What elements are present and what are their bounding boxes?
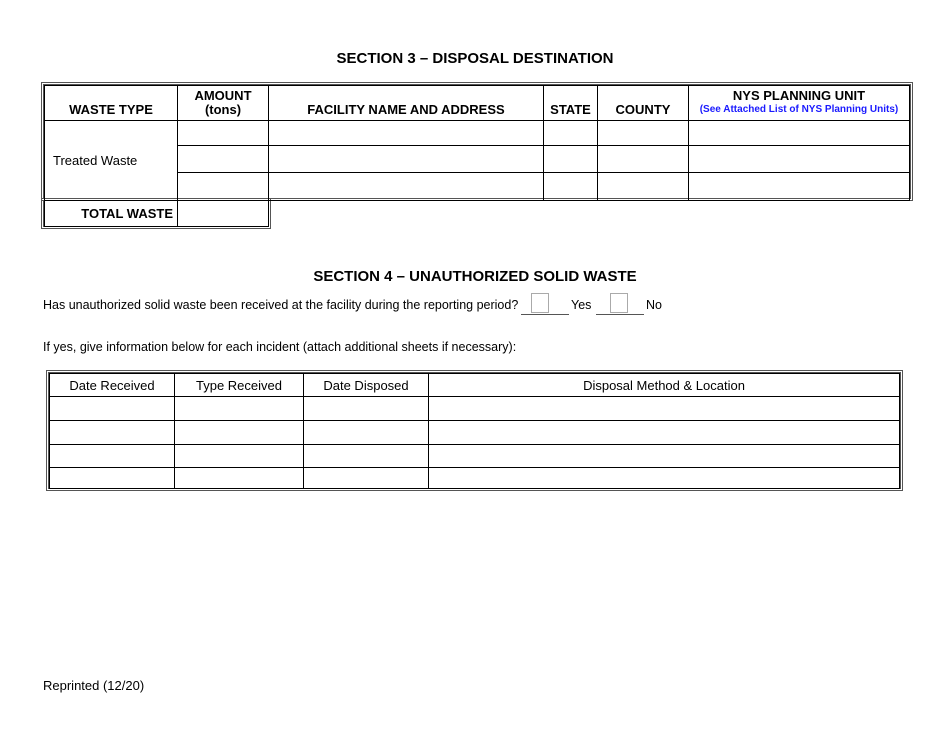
header-planning-unit	[688, 85, 910, 121]
header-amount-label: AMOUNT	[194, 88, 252, 103]
county-cell-3[interactable]	[597, 172, 689, 201]
header-facility: FACILITY NAME AND ADDRESS	[268, 85, 544, 121]
state-cell-2[interactable]	[543, 145, 598, 173]
row-label-treated-waste: Treated Waste	[44, 120, 178, 201]
header-county: COUNTY	[597, 85, 689, 121]
incident-cell[interactable]	[428, 467, 900, 489]
yes-label: Yes	[571, 298, 592, 312]
state-cell-1[interactable]	[543, 120, 598, 146]
reprint-date: Reprinted (12/20)	[43, 678, 145, 693]
header-disposal-method: Disposal Method & Location	[428, 373, 900, 397]
planning-unit-cell-3[interactable]	[688, 172, 910, 201]
county-cell-1[interactable]	[597, 120, 689, 146]
header-date-disposed: Date Disposed	[303, 373, 429, 397]
incident-cell[interactable]	[174, 396, 304, 421]
incident-cell[interactable]	[49, 467, 175, 489]
header-amount-unit: (tons)	[204, 102, 242, 117]
incident-cell[interactable]	[49, 420, 175, 445]
header-planning-unit-label: NYS PLANNING UNIT	[732, 88, 866, 103]
incident-cell[interactable]	[174, 444, 304, 468]
total-waste-cell[interactable]	[177, 200, 269, 227]
header-amount	[177, 85, 269, 121]
unauthorized-question: Has unauthorized solid waste been received at the facility during the reporting period?	[43, 298, 519, 312]
incident-cell[interactable]	[428, 396, 900, 421]
amount-cell-2[interactable]	[177, 145, 269, 173]
total-waste-label: TOTAL WASTE	[44, 200, 178, 227]
yes-checkbox[interactable]	[531, 293, 549, 313]
header-state: STATE	[543, 85, 598, 121]
incident-cell[interactable]	[49, 444, 175, 468]
incident-cell[interactable]	[303, 420, 429, 445]
incident-instruction: If yes, give information below for each incident (attach additional sheets if necessary):	[43, 340, 517, 354]
incident-cell[interactable]	[174, 467, 304, 489]
header-date-received: Date Received	[49, 373, 175, 397]
incident-cell[interactable]	[428, 444, 900, 468]
incident-cell[interactable]	[303, 396, 429, 421]
amount-cell-1[interactable]	[177, 120, 269, 146]
incident-cell[interactable]	[303, 467, 429, 489]
state-cell-3[interactable]	[543, 172, 598, 201]
facility-cell-1[interactable]	[268, 120, 544, 146]
amount-cell-3[interactable]	[177, 172, 269, 201]
planning-unit-cell-2[interactable]	[688, 145, 910, 173]
facility-cell-2[interactable]	[268, 145, 544, 173]
incident-cell[interactable]	[428, 420, 900, 445]
no-label: No	[646, 298, 662, 312]
planning-unit-cell-1[interactable]	[688, 120, 910, 146]
county-cell-2[interactable]	[597, 145, 689, 173]
section-3-title: SECTION 3 – DISPOSAL DESTINATION	[336, 50, 614, 67]
header-type-received: Type Received	[174, 373, 304, 397]
header-waste-type: WASTE TYPE	[44, 85, 178, 121]
section-4-title: SECTION 4 – UNAUTHORIZED SOLID WASTE	[313, 268, 637, 285]
incident-cell[interactable]	[303, 444, 429, 468]
incident-cell[interactable]	[174, 420, 304, 445]
no-checkbox[interactable]	[610, 293, 628, 313]
facility-cell-3[interactable]	[268, 172, 544, 201]
incident-cell[interactable]	[49, 396, 175, 421]
planning-units-link[interactable]: (See Attached List of NYS Planning Units)	[699, 104, 899, 115]
